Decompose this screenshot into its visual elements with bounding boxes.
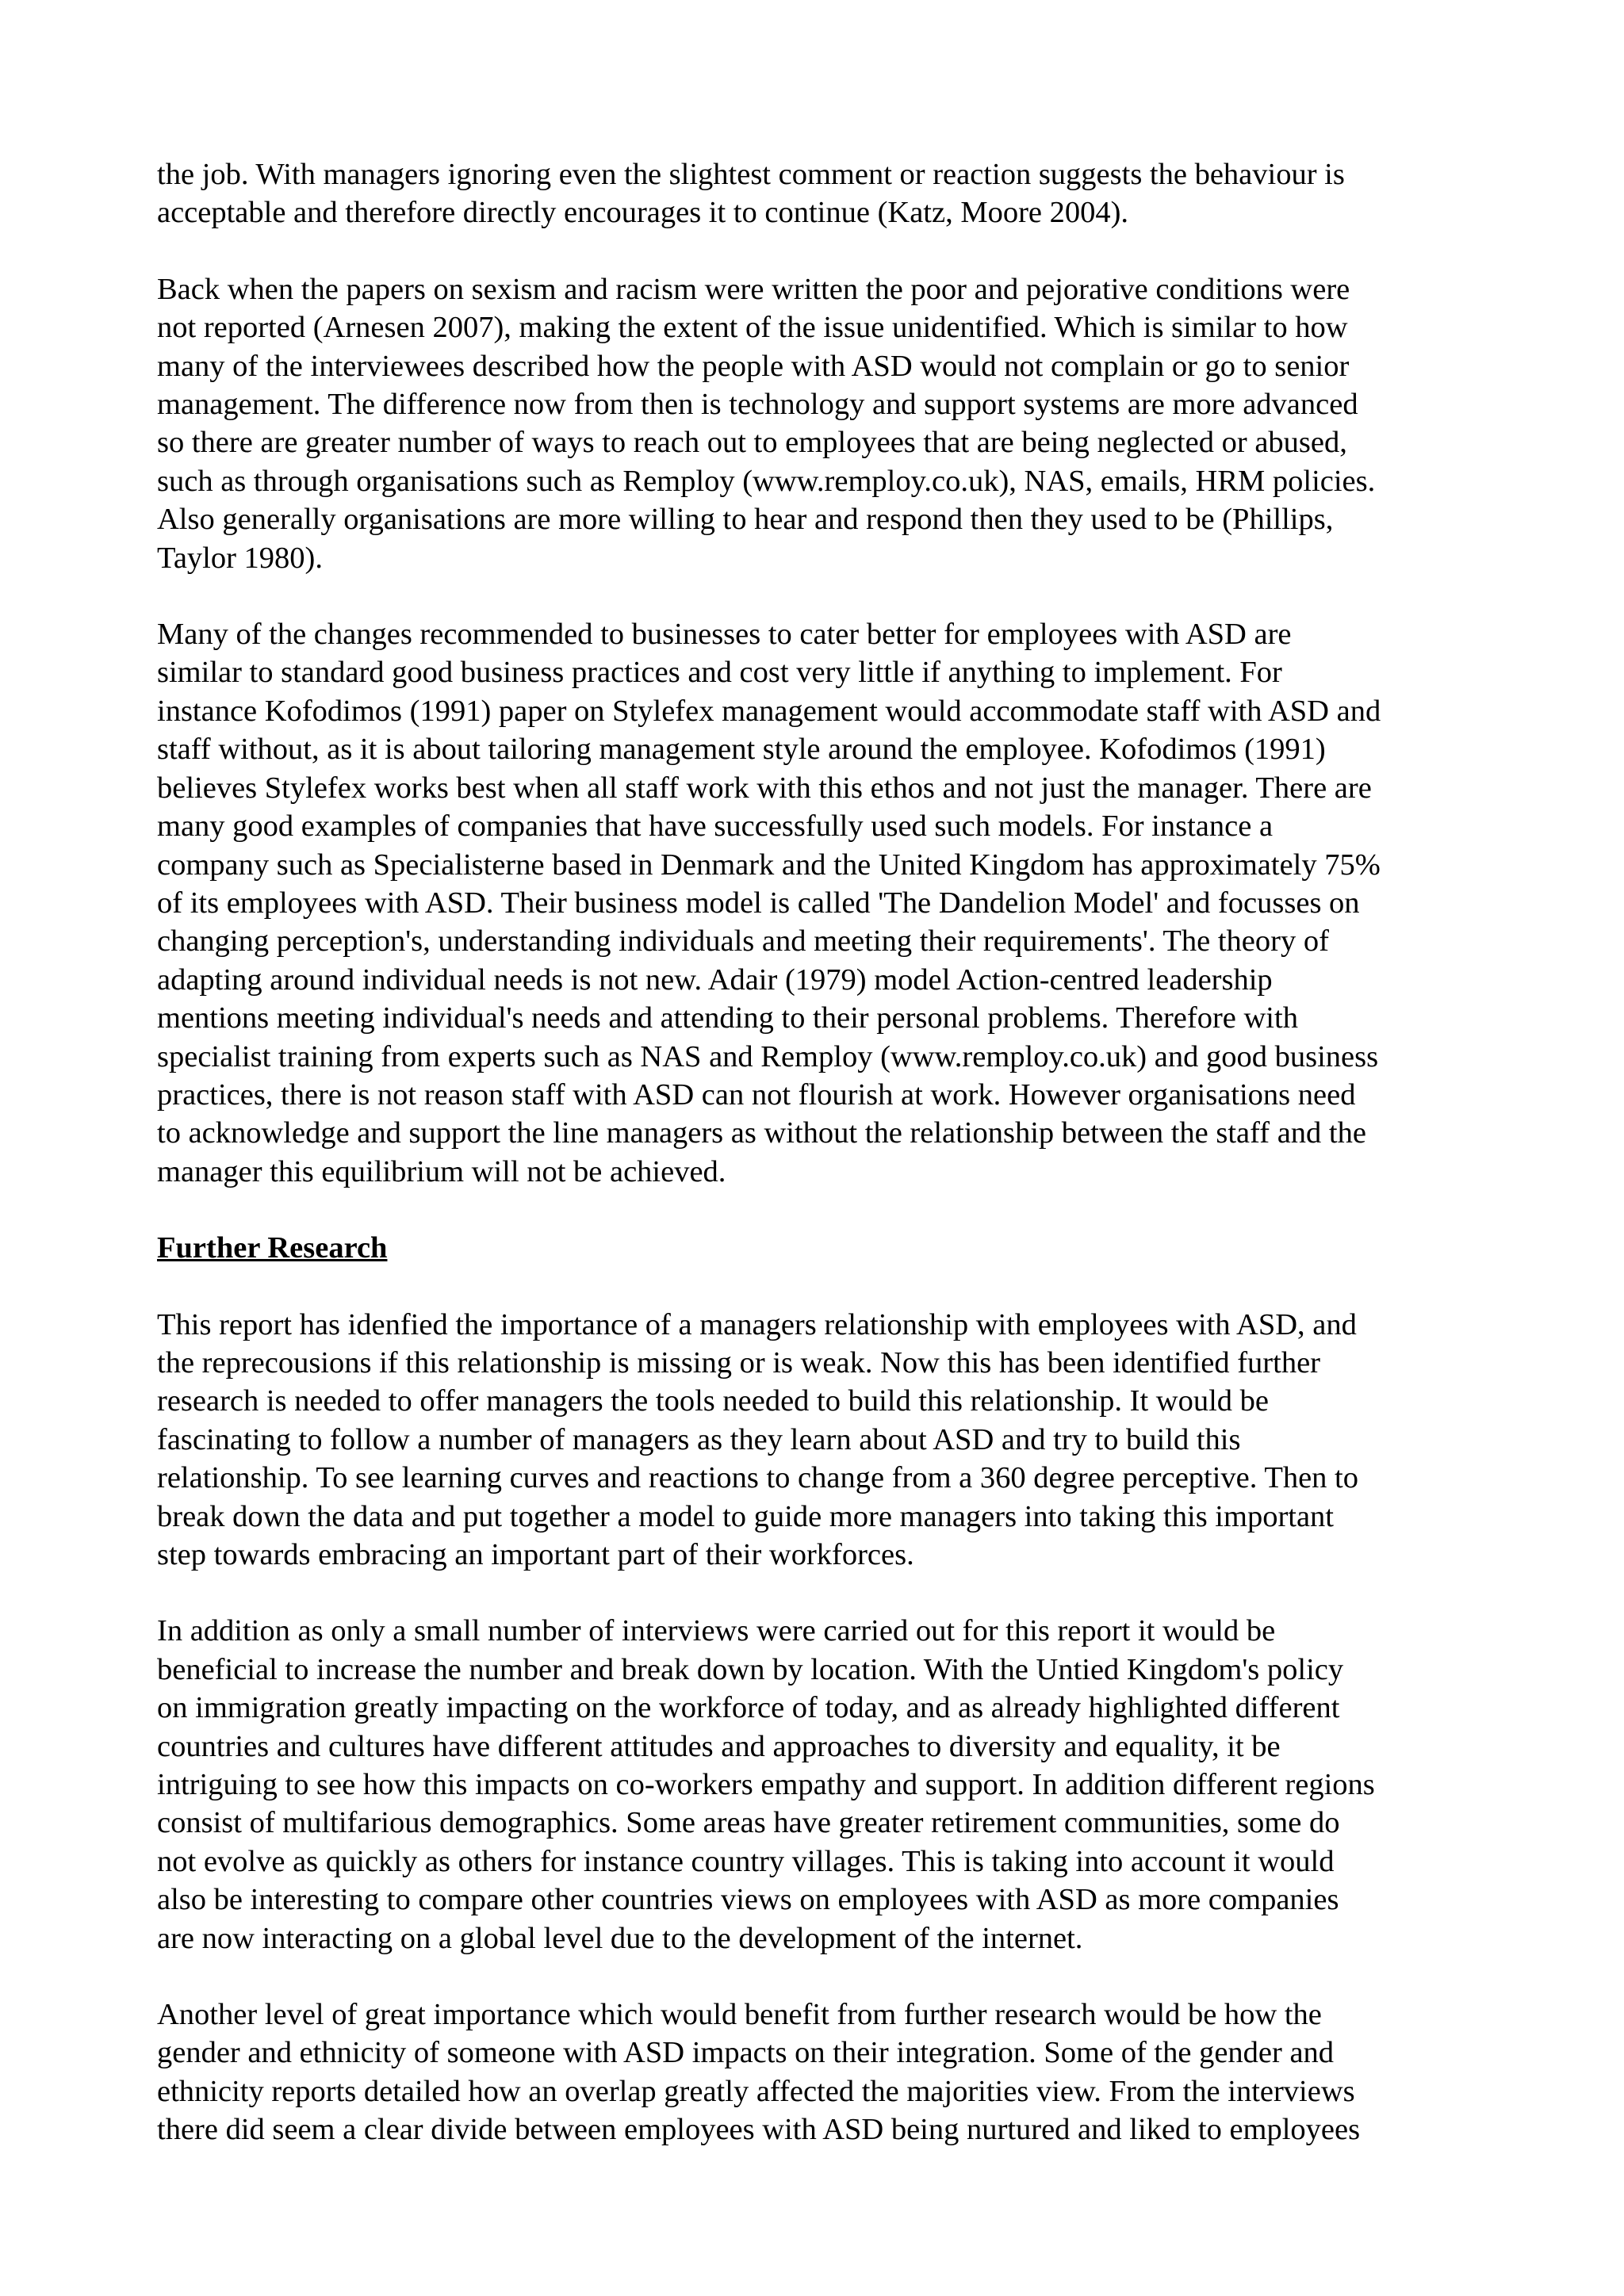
document-page (157, 155, 1489, 2187)
section-heading-further-research: Further Research (157, 1231, 388, 1265)
paragraph-manager-relationship: This report has idenfied the importance of a managers relationship with employees with ASD, and the reprecousions if this relationship is missing or is weak. Now this has been identified further research is needed to offer managers the tools needed to build this relationship. It would be fascinating to follow a number of managers as they learn about ASD and try to build this relationship. To see learning curves and reactions to change from a 360 degree perceptive. Then to break down the data and put together a model to guide more managers into taking this important step towards embracing an important part of their workforces. (157, 1307, 1358, 1571)
paragraph-business-changes: Many of the changes recommended to businesses to cater better for employees with ASD are similar to standard good business practices and cost very little if anything to implement. For instance Kofodimos (1991) paper on Stylefex management would accommodate staff with ASD and staff without, as it is about tailoring management style around the employee. Kofodimos (1991) believes Stylefex works best when all staff work with this ethos and not just the manager. There are many good examples of companies that have successfully used such models. For instance a company such as Specialisterne based in Denmark and the United Kingdom has approximately 75% of its employees with ASD. Their business model is called 'The Dandelion Model' and focusses on changing perception's, understanding individuals and meeting their requirements'. The theory of adapting around individual needs is not new. Adair (1979) model Action-centred leadership mentions meeting individual's needs and attending to their personal problems. Therefore with specialist training from experts such as NAS and Remploy (www.remploy.co.uk) and good business practices, there is not reason staff with ASD can not flourish at work. However organisations need to acknowledge and support the line managers as without the relationship between the staff and the manager this equilibrium will not be achieved. (157, 618, 1381, 1188)
paragraph-gender-ethnicity: Another level of great importance which would benefit from further research would be how the gender and ethnicity of someone with ASD impacts on their integration. Some of the gender and ethnicity reports detailed how an overlap greatly affected the majorities view. From the interviews there did seem a clear divide between employees with ASD being nurtured and liked to employees (157, 1998, 1361, 2147)
paragraph-interviews-location: In addition as only a small number of interviews were carried out for this report it would be beneficial to increase the number and break down by location. With the Untied Kingdom's policy on immigration greatly impacting on the workforce of today, and as already highlighted different countries and cultures have different attitudes and approaches to diversity and equality, it be intriguing to see how this impacts on co-workers empathy and support. In addition different regions consist of multifarious demographics. Some areas have greater retirement communities, some do not evolve as quickly as others for instance country villages. This is taking into account it would also be interesting to compare other countries views on employees with ASD as more companies are now interacting on a global level due to the development of the internet. (157, 1614, 1375, 1955)
paragraph-job-behaviour: the job. With managers ignoring even the slightest comment or reaction suggests the behaviour is acceptable and therefore directly encourages it to continue (Katz, Moore 2004). (157, 158, 1345, 230)
paragraph-sexism-racism: Back when the papers on sexism and racism were written the poor and pejorative conditions were not reported (Arnesen 2007), making the extent of the issue unidentified. Which is similar to how many of the interviewees described how the people with ASD would not complain or go to senior management. The difference now from then is technology and support systems are more advanced so there are greater number of ways to reach out to employees that are being neglected or abused, such as through organisations such as Remploy (www.remploy.co.uk), NAS, emails, HRM policies. Also generally organisations are more willing to hear and respond then they used to be (Phillips, Taylor 1980). (157, 272, 1376, 575)
